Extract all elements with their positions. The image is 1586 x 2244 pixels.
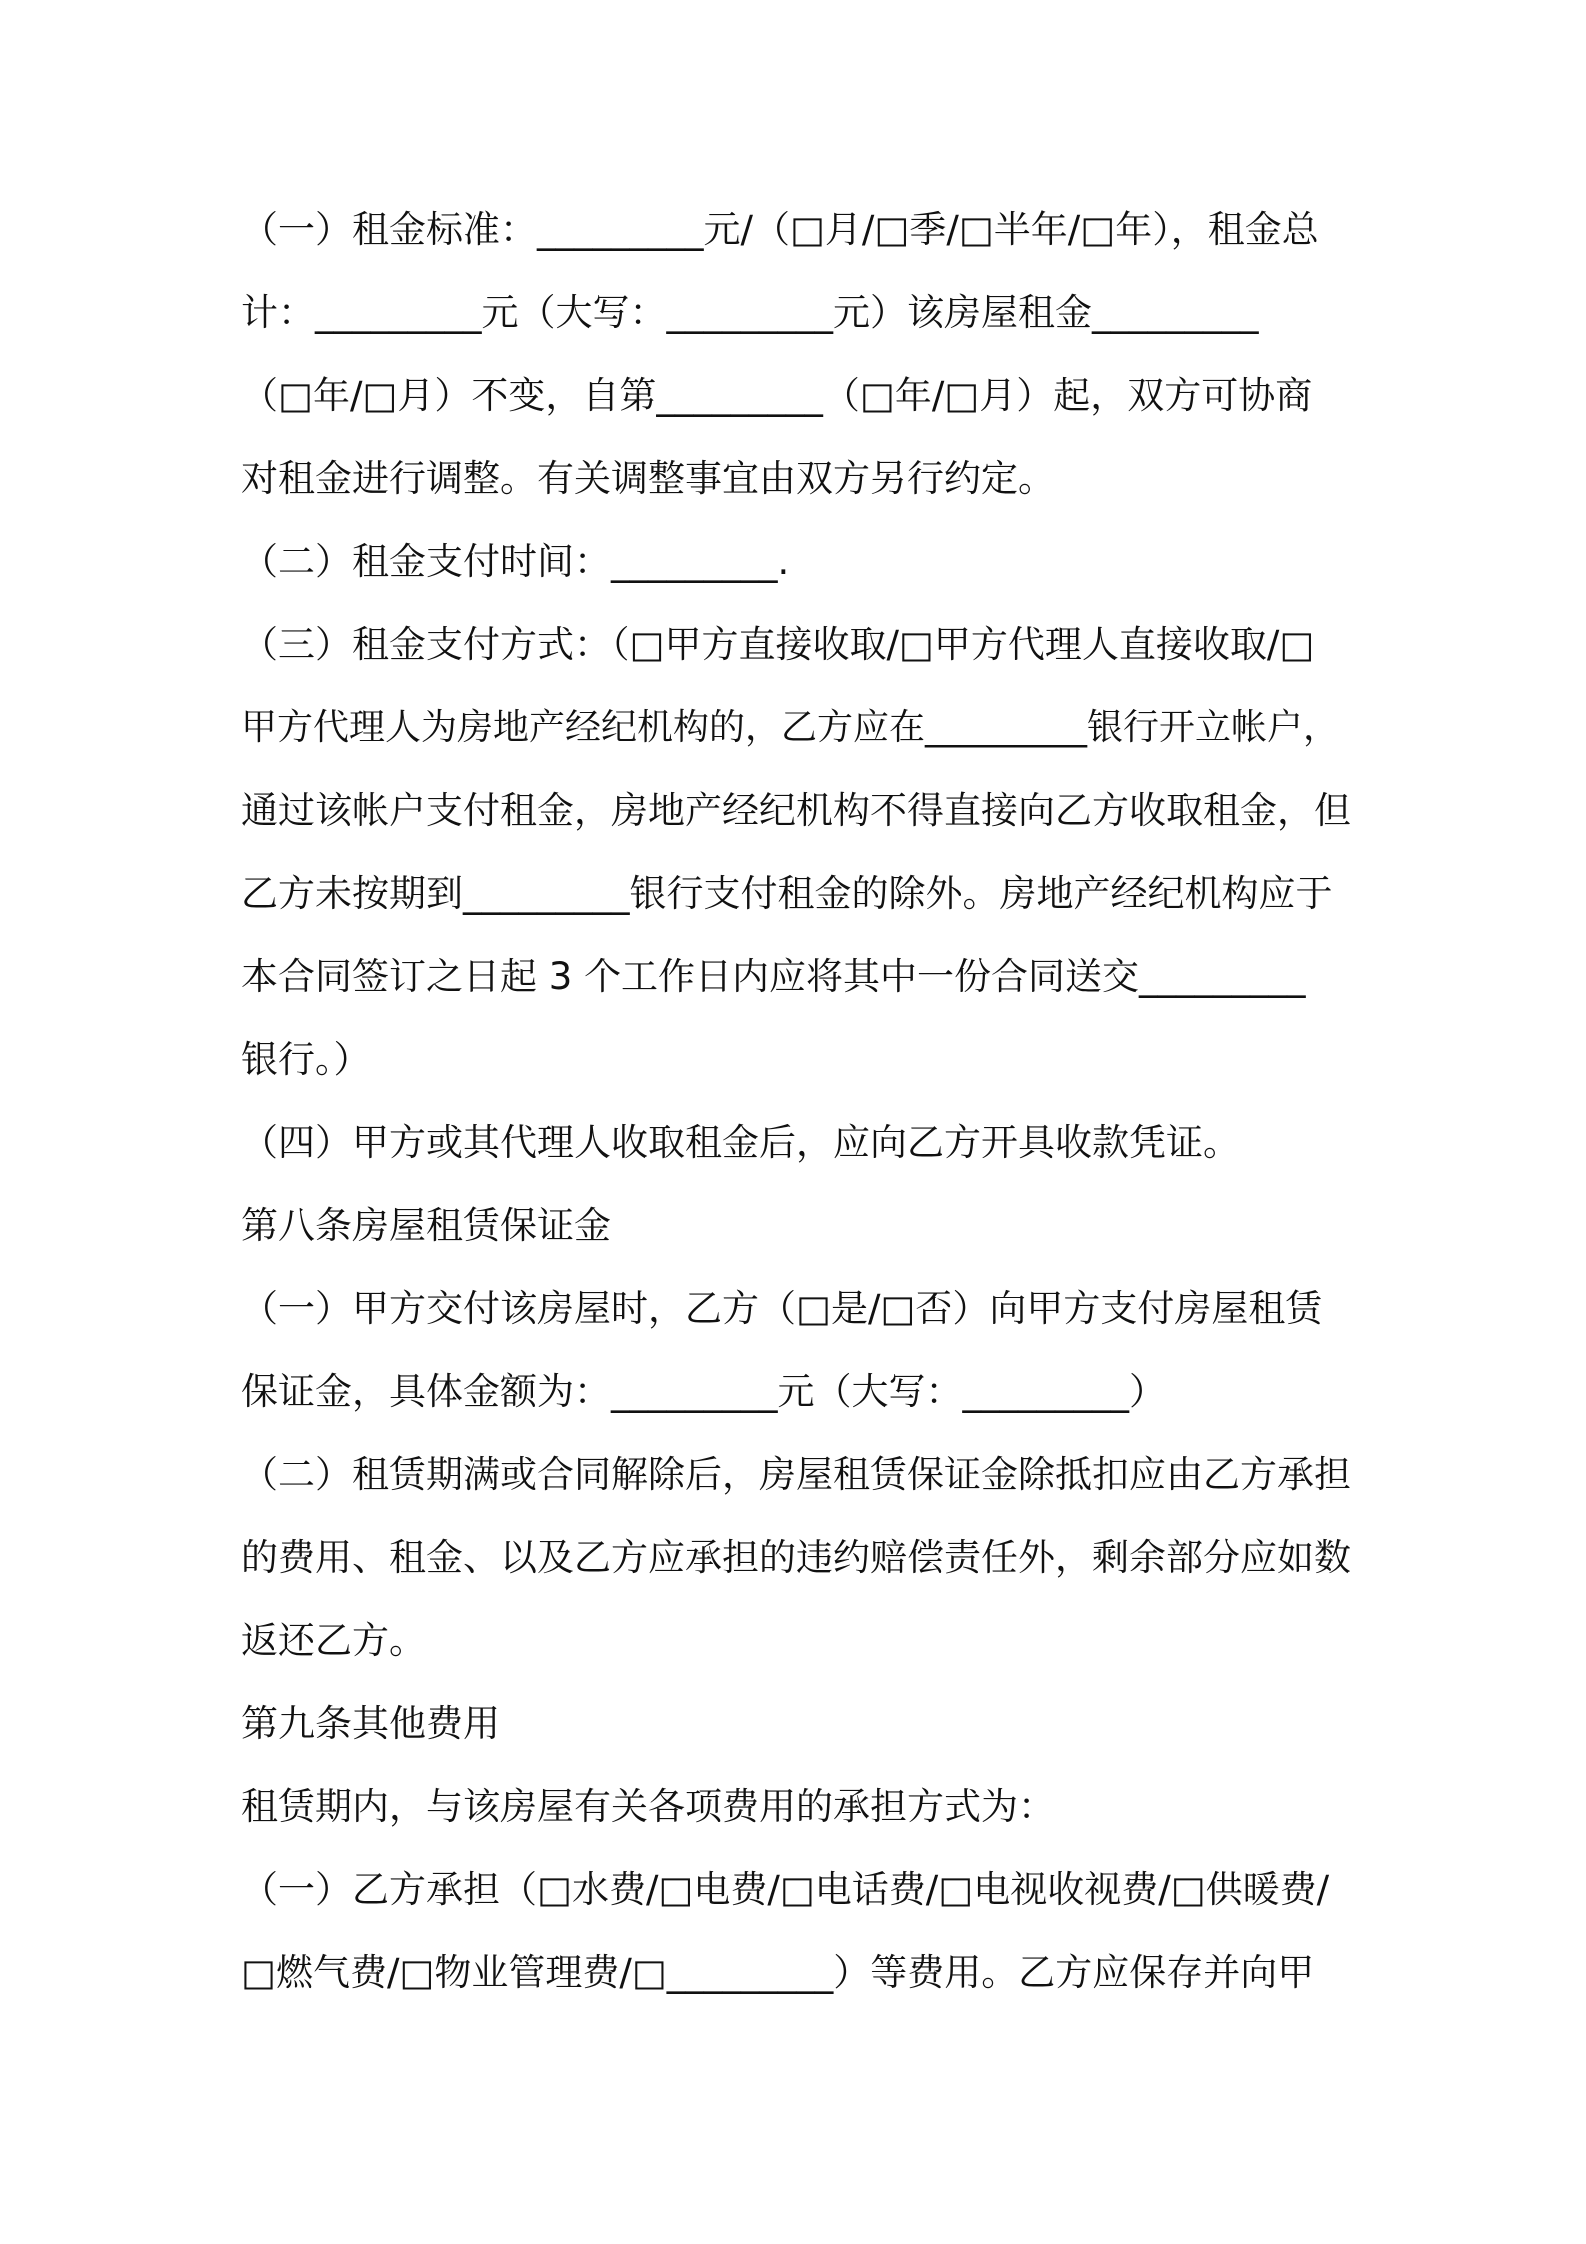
text-line: 对租金进行调整。有关调整事宜由双方另行约定。 [241, 457, 1055, 500]
text-line: 返还乙方。 [241, 1619, 426, 1662]
text-line: 银行。） [241, 1038, 371, 1081]
section-heading: 第九条其他费用 [241, 1702, 500, 1745]
text-line: （二）租金支付时间：_________. [241, 540, 790, 583]
text-line: 保证金，具体金额为：_________元（大写：_________） [241, 1370, 1166, 1413]
text-line: （一）租金标准：_________元/（□月/□季/□半年/□年），租金总 [241, 208, 1319, 251]
text-line: 的费用、租金、以及乙方应承担的违约赔偿责任外，剩余部分应如数 [241, 1536, 1351, 1579]
text-line: （一）乙方承担（□水费/□电费/□电话费/□电视收视费/□供暖费/ [241, 1868, 1330, 1911]
section-heading: 第八条房屋租赁保证金 [241, 1204, 611, 1247]
text-line: 本合同签订之日起 3 个工作日内应将其中一份合同送交_________ [241, 955, 1306, 998]
text-line: （四）甲方或其代理人收取租金后，应向乙方开具收款凭证。 [241, 1121, 1240, 1164]
text-line: （一）甲方交付该房屋时，乙方（□是/□否）向甲方支付房屋租赁 [241, 1287, 1323, 1330]
text-line: □燃气费/□物业管理费/□_________）等费用。乙方应保存并向甲 [241, 1951, 1315, 1994]
text-line: （二）租赁期满或合同解除后，房屋租赁保证金除抵扣应由乙方承担 [241, 1453, 1351, 1496]
text-line: 通过该帐户支付租金，房地产经纪机构不得直接向乙方收取租金，但 [241, 789, 1351, 832]
text-line: 乙方未按期到_________银行支付租金的除外。房地产经纪机构应于 [241, 872, 1333, 915]
text-line: （□年/□月）不变，自第_________（□年/□月）起，双方可协商 [241, 374, 1313, 417]
text-line: （三）租金支付方式：（□甲方直接收取/□甲方代理人直接收取/□ [241, 623, 1315, 666]
text-line: 甲方代理人为房地产经纪机构的，乙方应在_________银行开立帐户， [241, 707, 1340, 748]
text-line: 租赁期内，与该房屋有关各项费用的承担方式为： [241, 1785, 1055, 1828]
text-line: 计：_________元（大写：_________元）该房屋租金_________ [241, 291, 1259, 334]
